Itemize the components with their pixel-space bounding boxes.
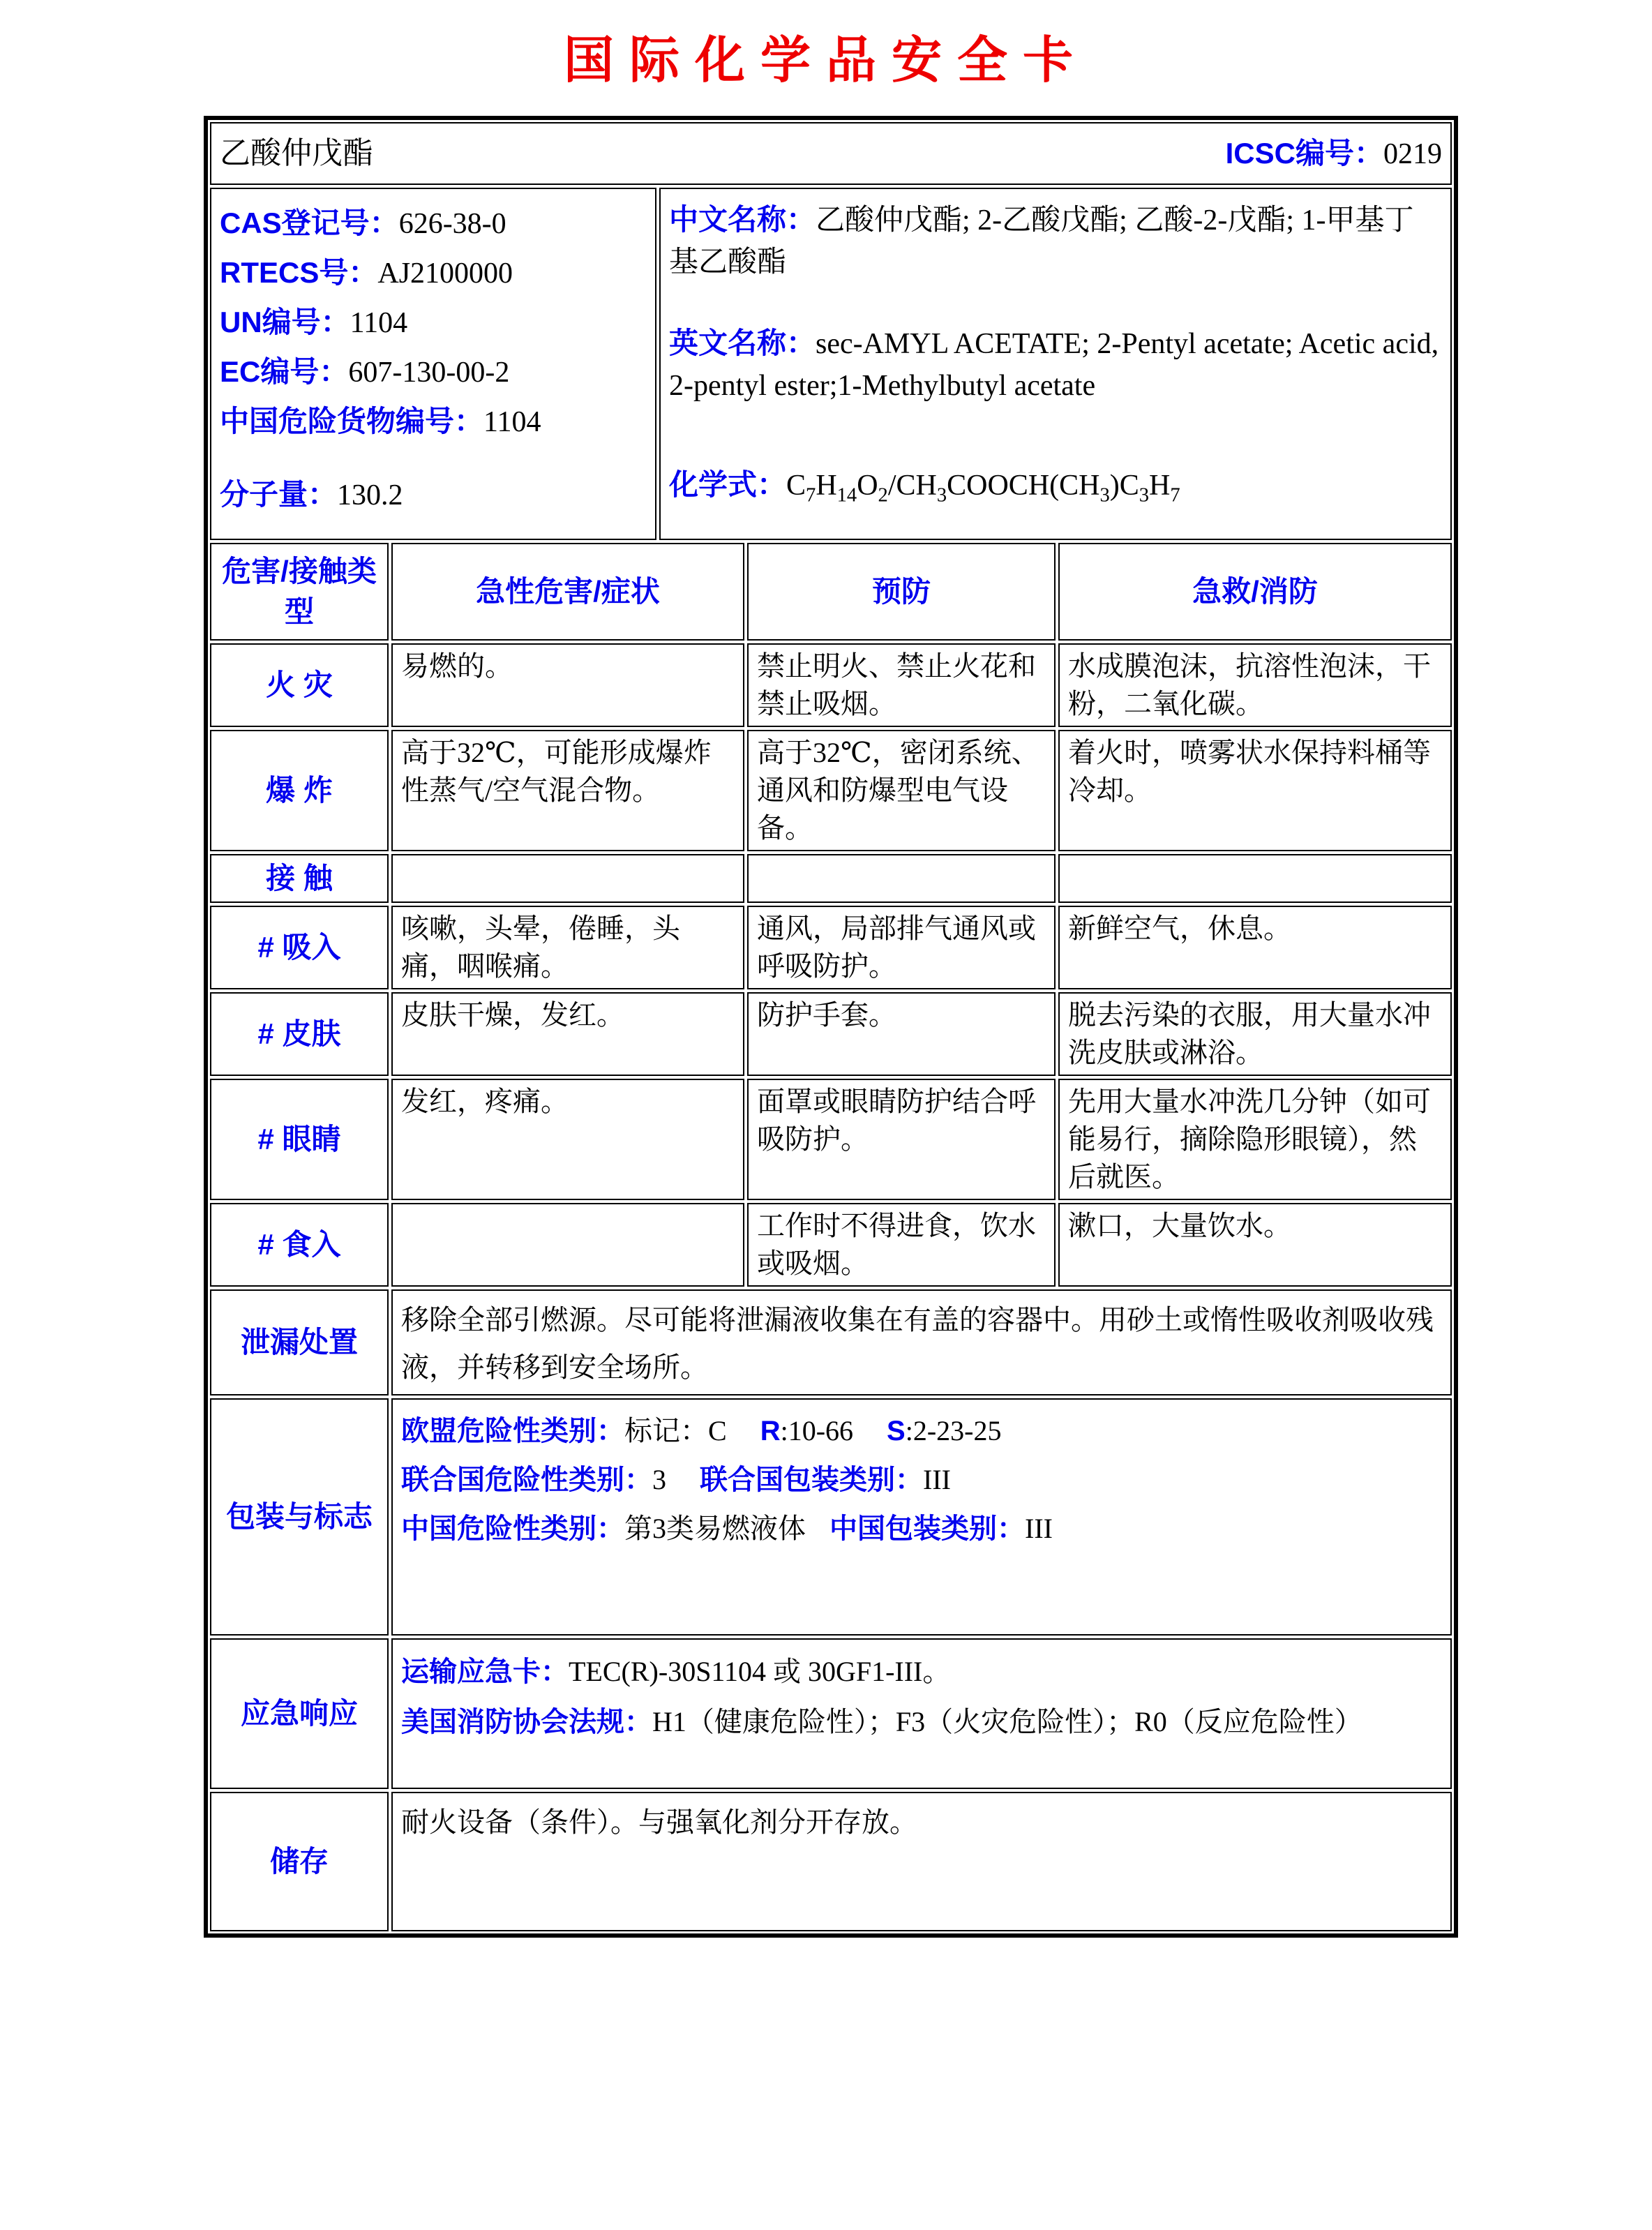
china-dg-number-line	[220, 397, 647, 447]
hazard-table	[210, 543, 1452, 1287]
icsc-number	[1226, 135, 1442, 173]
packing-section	[210, 1398, 1452, 1636]
un-pack-value: III	[923, 1464, 951, 1495]
english-name-label: 英文名称：	[669, 327, 816, 359]
row-inhalation-response: 新鲜空气，休息。	[1058, 906, 1452, 989]
emergency-section	[210, 1638, 1452, 1789]
row-ingestion-response: 漱口，大量饮水。	[1058, 1203, 1452, 1287]
row-explosion-label: 爆 炸	[210, 730, 389, 851]
transport-card-line	[401, 1647, 1442, 1697]
icsc-label: ICSC编号：	[1225, 136, 1383, 170]
spill-section	[210, 1289, 1452, 1395]
icsc-value: 0219	[1383, 137, 1442, 170]
row-skin-response: 脱去污染的衣服，用大量水冲洗皮肤或淋浴。	[1058, 992, 1452, 1076]
molar-mass-label: 分子量：	[220, 478, 338, 511]
name-row	[210, 122, 1452, 185]
storage-label: 储存	[210, 1792, 389, 1931]
un-label: UN编号：	[220, 306, 350, 338]
identifiers-section	[210, 188, 1452, 540]
chemical-names-cell	[659, 188, 1452, 540]
packing-content	[391, 1398, 1452, 1636]
eu-class-label: 欧盟危险性类别：	[401, 1416, 624, 1446]
row-fire-label: 火 灾	[210, 643, 389, 727]
nfpa-line	[401, 1697, 1442, 1747]
formula-line	[669, 464, 1442, 536]
molar-mass-line	[220, 474, 647, 536]
english-name-value: sec-AMYL ACETATE; 2-Pentyl acetate; Acetic acid, 2-pentyl ester;1-Methylbutyl acetate	[669, 328, 1439, 402]
chinese-name-value: 乙酸仲戊酯; 2-乙酸戊酯; 乙酸-2-戊酯; 1-甲基丁基乙酸酯	[669, 204, 1414, 278]
row-explosion-prevention: 高于32℃，密闭系统、通风和防爆型电气设备。	[747, 730, 1056, 851]
emergency-content	[391, 1638, 1452, 1789]
row-eyes-symptoms: 发红，疼痛。	[391, 1079, 744, 1200]
english-name-block	[669, 322, 1442, 407]
rtecs-number-line	[220, 248, 647, 298]
rtecs-label: RTECS号：	[220, 256, 378, 289]
header-hazard-type: 危害/接触类型	[210, 543, 389, 641]
formula-label: 化学式：	[669, 467, 787, 501]
row-ingestion-prevention: 工作时不得进食，饮水或吸烟。	[747, 1203, 1056, 1287]
row-inhalation-label: # 吸入	[210, 906, 389, 989]
un-pack-label: 联合国包装类别：	[700, 1465, 923, 1495]
row-eyes-prevention: 面罩或眼睛防护结合呼吸防护。	[747, 1079, 1056, 1200]
spill-text: 移除全部引燃源。尽可能将泄漏液收集在有盖的容器中。用砂土或惰性吸收剂吸收残液，并转移到安全场所。	[391, 1289, 1452, 1395]
nfpa-value: H1（健康危险性）；F3（火灾危险性）；R0（反应危险性）	[652, 1706, 1362, 1737]
header-prevention: 预防	[747, 543, 1056, 641]
ec-number-line	[220, 347, 647, 397]
spill-label: 泄漏处置	[210, 1289, 389, 1395]
packing-label: 包装与标志	[210, 1398, 389, 1636]
row-explosion-symptoms: 高于32℃，可能形成爆炸性蒸气/空气混合物。	[391, 730, 744, 851]
eu-class-value: 标记：C	[624, 1415, 727, 1446]
chinese-name-label: 中文名称：	[669, 203, 816, 236]
safety-card	[204, 116, 1458, 1938]
header-firefighting: 急救/消防	[1058, 543, 1452, 641]
cas-label: CAS登记号：	[220, 207, 399, 239]
emergency-label: 应急响应	[210, 1638, 389, 1789]
un-class-line	[401, 1456, 1442, 1504]
row-contact-prevention	[747, 854, 1056, 903]
row-inhalation-prevention: 通风，局部排气通风或呼吸防护。	[747, 906, 1056, 989]
un-class-label: 联合国危险性类别：	[401, 1465, 652, 1495]
cn-class-value: 第3类易燃液体	[624, 1513, 806, 1544]
un-class-value: 3	[652, 1464, 666, 1495]
page-title: 国际化学品安全卡	[563, 33, 1088, 89]
rtecs-value: AJ2100000	[377, 257, 513, 290]
registry-numbers-cell	[210, 188, 656, 540]
un-number-line	[220, 298, 647, 347]
eu-hazard-line	[401, 1407, 1442, 1456]
china-dg-label: 中国危险货物编号：	[220, 405, 484, 437]
cn-class-label: 中国危险性类别：	[401, 1513, 624, 1544]
nfpa-label: 美国消防协会法规：	[401, 1707, 652, 1737]
molar-mass-value: 130.2	[337, 479, 403, 511]
row-skin-symptoms: 皮肤干燥，发红。	[391, 992, 744, 1076]
row-fire-prevention: 禁止明火、禁止火花和禁止吸烟。	[747, 643, 1056, 727]
row-fire-response: 水成膜泡沫，抗溶性泡沫，干粉，二氧化碳。	[1058, 643, 1452, 727]
storage-text: 耐火设备（条件）。与强氧化剂分开存放。	[391, 1792, 1452, 1931]
ec-value: 607-130-00-2	[348, 357, 510, 389]
cn-pack-value: III	[1025, 1513, 1053, 1544]
row-contact-response	[1058, 854, 1452, 903]
formula-value: $C_7H_{14}O_2/CH_3COOCH(CH_3)C_3H_7$	[786, 469, 1180, 506]
r-phrase-label: R	[760, 1416, 781, 1446]
r-phrase-value: :10-66	[780, 1415, 854, 1446]
row-ingestion-label: # 食入	[210, 1203, 389, 1287]
ec-label: EC编号：	[220, 355, 349, 388]
s-phrase-label: S	[887, 1416, 906, 1446]
chinese-name-block	[669, 199, 1442, 283]
row-contact-symptoms	[391, 854, 744, 903]
cn-pack-label: 中国包装类别：	[829, 1513, 1025, 1544]
cas-value: 626-38-0	[398, 208, 506, 240]
transport-card-value: TEC(R)-30S1104 或 30GF1-III。	[569, 1656, 951, 1687]
row-inhalation-symptoms: 咳嗽，头晕，倦睡，头痛，咽喉痛。	[391, 906, 744, 989]
row-explosion-response: 着火时，喷雾状水保持料桶等冷却。	[1058, 730, 1452, 851]
row-fire-symptoms: 易燃的。	[391, 643, 744, 727]
china-dg-value: 1104	[483, 406, 541, 438]
s-phrase-value: :2-23-25	[905, 1415, 1002, 1446]
row-contact-label: 接 触	[210, 854, 389, 903]
storage-section	[210, 1792, 1452, 1931]
chemical-name: 乙酸仲戊酯	[220, 136, 373, 170]
name-section	[210, 122, 1452, 185]
row-eyes-label: # 眼睛	[210, 1079, 389, 1200]
un-value: 1104	[350, 307, 408, 339]
cn-class-line	[401, 1504, 1442, 1553]
row-ingestion-symptoms	[391, 1203, 744, 1287]
cas-number-line	[220, 199, 647, 248]
row-skin-label: # 皮肤	[210, 992, 389, 1076]
transport-card-label: 运输应急卡：	[401, 1656, 569, 1687]
header-acute-symptoms: 急性危害/症状	[391, 543, 744, 641]
row-eyes-response: 先用大量水冲洗几分钟（如可能易行，摘除隐形眼镜），然后就医。	[1058, 1079, 1452, 1200]
row-skin-prevention: 防护手套。	[747, 992, 1056, 1076]
